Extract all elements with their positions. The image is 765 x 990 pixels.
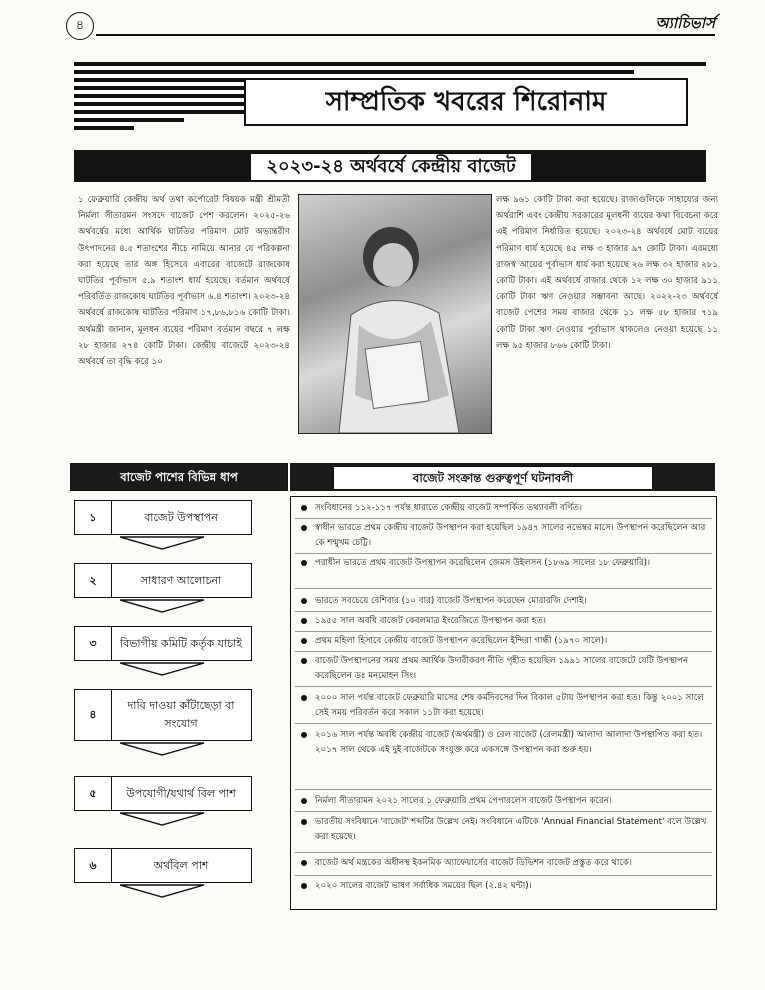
- steps-heading: বাজেট পাশের বিভিন্ন ধাপ: [70, 463, 288, 491]
- stripe-decoration: [74, 126, 134, 130]
- list-item: বাজেট অর্থ মন্ত্রকের অধীনস্থ ইকনমিক অ্যাফেয়ার্সের বাজেট ডিভিশন বাজেট প্রস্তুত করে থাকে।: [301, 856, 710, 871]
- step-1: [74, 500, 252, 535]
- down-arrow-icon: [118, 812, 206, 826]
- article-heading: ২০২৩-২৪ অর্থবর্ষে কেন্দ্রীয় বাজেট: [250, 153, 532, 181]
- divider: [295, 518, 712, 519]
- down-arrow-icon: [118, 599, 206, 613]
- step-label: দাবি দাওয়া কাঁটাছেড়া বা সংযোগ: [127, 699, 235, 730]
- divider: [295, 852, 712, 853]
- bullet-icon: [301, 598, 307, 604]
- stripe-decoration: [74, 118, 184, 122]
- portrait-figure: [299, 195, 491, 433]
- step-number: ৩: [75, 627, 112, 660]
- list-item: প্রথম মহিলা হিসাবে কেন্দ্রীয় বাজেট উপস্থাপন করেছিলেন ইন্দিরা গান্ধী (১৯৭০ সালে)।: [301, 634, 710, 649]
- step-2: [74, 563, 252, 598]
- bullet-icon: [301, 798, 307, 804]
- list-item: ২০১৬ সাল পর্যন্ত অবধি কেন্দ্রীয় বাজেট (অর্থমন্ত্রী) ও রেল বাজেট (রেলমন্ত্রী) আলাদা আলাদা উপস্থাপিত করা হত। ২০১৭ সাল থেকে এই দুই বাজেটকে সংযুক্ত করে একসঙ্গে উপস্থাপন করা শুরু হয়।: [301, 728, 710, 773]
- events-list: [290, 496, 717, 910]
- step-number: ২: [75, 564, 112, 597]
- list-item: ভারতীয় সংবিধানে 'বাজেট' শব্দটির উল্লেখ নেই। সংবিধানে এটিকে 'Annual Financial Statement' বলে উল্লেখ করা হয়েছে।: [301, 815, 710, 845]
- list-item: ২০২০ সালের বাজেট ভাষণ সর্বাধিক সময়ের ছিল (২.৪২ ঘন্টা)।: [301, 879, 710, 894]
- stripe-decoration: [74, 110, 244, 114]
- step-6: [74, 848, 252, 883]
- list-item: বাজেট উপস্থাপনের সময় প্রথম আর্থিক উদারীকরণ নীতি গৃহীত হয়েছিল ১৯৯১ সালের বাজেটে যেটি উপস্থাপন করেছিলেন ডঃ মনমোহন সিং।: [301, 654, 710, 684]
- divider: [295, 811, 712, 812]
- bullet-icon: [301, 618, 307, 624]
- down-arrow-icon: [118, 662, 206, 676]
- step-3: [74, 626, 252, 661]
- step-label: বাজেট উপস্থাপন: [144, 511, 218, 524]
- step-number: ৫: [75, 777, 112, 810]
- down-arrow-icon: [118, 742, 206, 756]
- list-item: পরাধীন ভারতে প্রথম বাজেট উপস্থাপন করেছিলেন জেমস উইলসন (১৮৬৯ সালের ১৮ ফেব্রুয়ারি)।: [301, 556, 710, 586]
- bullet-icon: [301, 658, 307, 664]
- divider: [295, 651, 712, 652]
- stripe-decoration: [74, 62, 706, 66]
- article-right-column: লক্ষ ৯৬১ কোটি টাকা করা হয়েছে। রাজ্যগুলিকে সাহায্যের জন্য অর্থরাশি এবং কেন্দ্রীয় সরকারের মূলধনী ব্যয়ের কথা বিবেচনা করে এই পরিমাণ নির্ধারিত হয়েছে। ২০২৩-২৪ অর্থবর্ষে মোট ব্যয়ের পরিমাণ ধার্য হয়েছে ৪৫ লক্ষ ৩ হাজার ৯৭ কোটি টাকা। এরমধ্যে রাজস্ব আয়ের পূর্বাভাস ধার্য করা হয়েছে ২৬ লক্ষ ৩২ হাজার ২৮১ কোটি টাকা। এই অর্থবর্ষে বাজার থেকে ১২ লক্ষ ৩০ হাজার ৯১১ কোটি টাকা ঋণ নেওয়ার সম্ভাবনা আছে। ২০২২-২৩ অর্থবর্ষে বাজেট পেশের সময় বাজার থেকে ১১ লক্ষ ৫৮ হাজার ৭১৯ কোটি টাকা ঋণ নেওয়ার পূর্বাভাস থাকলেও নেওয়া হয়েছে ১১ লক্ষ ৯৫ হাজার ৮৬৬ কোটি টাকা।: [496, 195, 718, 351]
- bullet-icon: [301, 732, 307, 738]
- down-arrow-icon: [118, 884, 206, 898]
- portrait-photo: [298, 194, 492, 434]
- bullet-icon: [301, 883, 307, 889]
- bullet-icon: [301, 638, 307, 644]
- divider: [295, 631, 712, 632]
- masthead-title: সাম্প্রতিক খবরের শিরোনাম: [244, 78, 688, 126]
- divider: [295, 553, 712, 554]
- divider: [295, 588, 712, 589]
- article-left-column: ১ ফেব্রুয়ারি কেন্দ্রীয় অর্থ তথা কর্পোরেট বিষয়ক মন্ত্রী শ্রীমতী নির্মলা সীতারমন সংসদে বাজেট পেশ করলেন। ২০২৫-২৬ অর্থবর্ষের মধ্যে আর্থিক ঘাটতির পরিমাণ মোট অভ্যন্তরীণ উৎপাদনের ৪.৫ শতাংশের নীচে নামিয়ে আনার যে পরিকল্পনা করা হয়েছে তার অঙ্গ হিসেবে এবারের বাজেটে রাজকোষ ঘাটতির পূর্বাভাস ৫.৯ শতাংশ ধার্য হয়েছে। বর্তমান অর্থবর্ষে পরিবর্তিত রাজকোষ ঘাটতির পূর্বাভাস ৬.৪ শতাংশ। ২০২৩-২৪ অর্থবর্ষে রাজকোষ ঘাটতির পরিমাণ ১৭,৮৬,৮১৬ কোটি টাকা। অর্থমন্ত্রী জানান, মূলধন ব্যয়ের পরিমাণ বর্তমান বছরে ৭ লক্ষ ২৮ হাজার ২৭৪ কোটি টাকা। কেন্দ্রীয় বাজেটে ২০২৩-২৪ অর্থবর্ষে তা বৃদ্ধি করে ১০: [78, 195, 290, 368]
- list-item: ভারতে সবচেয়ে বেশিবার (১০ বার) বাজেট উপস্থাপন করেছেন মোরারজি দেশাই।: [301, 594, 710, 609]
- page-number: ৪: [66, 12, 94, 40]
- step-label: উপযোগী/যথার্থ বিল পাশ: [126, 787, 236, 800]
- list-item: নির্মলা সীতারামন ২০২১ সালের ১ ফেব্রুয়ারি প্রথম পেপারলেস বাজেট উপস্থাপন করেন।: [301, 794, 710, 809]
- divider: [295, 875, 712, 876]
- down-arrow-icon: [118, 536, 206, 550]
- step-label: বিভাগীয় কমিটি কর্তৃক যাচাই: [119, 637, 243, 650]
- header-rule: [96, 34, 715, 36]
- divider: [295, 723, 712, 724]
- step-label: সাধারণ আলোচনা: [140, 574, 222, 587]
- bullet-icon: [301, 560, 307, 566]
- steps-flowchart: [74, 500, 286, 910]
- bullet-icon: [301, 860, 307, 866]
- step-number: ১: [75, 501, 112, 534]
- step-number: ৬: [75, 849, 112, 882]
- divider: [295, 611, 712, 612]
- bullet-icon: [301, 525, 307, 531]
- stripe-decoration: [74, 70, 634, 74]
- step-label: অর্থবিল পাশ: [153, 859, 209, 872]
- list-item: ২০০০ সাল পর্যন্ত বাজেট ফেব্রুয়ারি মাসের শেষ কর্মদিবসের দিন বিকাল ৫টায় উপস্থাপন করা হত। কিন্তু ২০০১ সালে সেই সময় পরিবর্তন করে সকাল ১১টা করা হয়েছে।: [301, 691, 710, 721]
- step-4: [74, 689, 252, 741]
- bullet-icon: [301, 819, 307, 825]
- brand-logo: অ্যাচিভার্স: [655, 14, 715, 32]
- events-heading: বাজেট সংক্রান্ত গুরুত্বপূর্ণ ঘটনাবলী: [333, 466, 653, 490]
- list-item: স্বাধীন ভারতে প্রথম কেন্দ্রীয় বাজেট উপস্থাপন করা হয়েছিল ১৯৪৭ সালের নভেম্বর মাসে। উপস্থাপন করেছিলেন আর কে শন্মুখম চেট্টি।: [301, 521, 710, 551]
- divider: [295, 686, 712, 687]
- list-item: সংবিধানের ১১২-১১৭ পর্যন্ত ধারাতে কেন্দ্রীয় বাজেট সম্পর্কিত তথ্যাবলী বর্ণিত।: [301, 501, 710, 516]
- divider: [295, 789, 712, 790]
- list-item: ১৯৫৫ সাল অবধি বাজেট কেবলমাত্র ইংরেজিতে উপস্থাপন করা হত।: [301, 614, 710, 629]
- bullet-icon: [301, 505, 307, 511]
- masthead: [74, 60, 706, 138]
- bullet-icon: [301, 695, 307, 701]
- step-5: [74, 776, 252, 811]
- step-number: ৪: [75, 690, 112, 740]
